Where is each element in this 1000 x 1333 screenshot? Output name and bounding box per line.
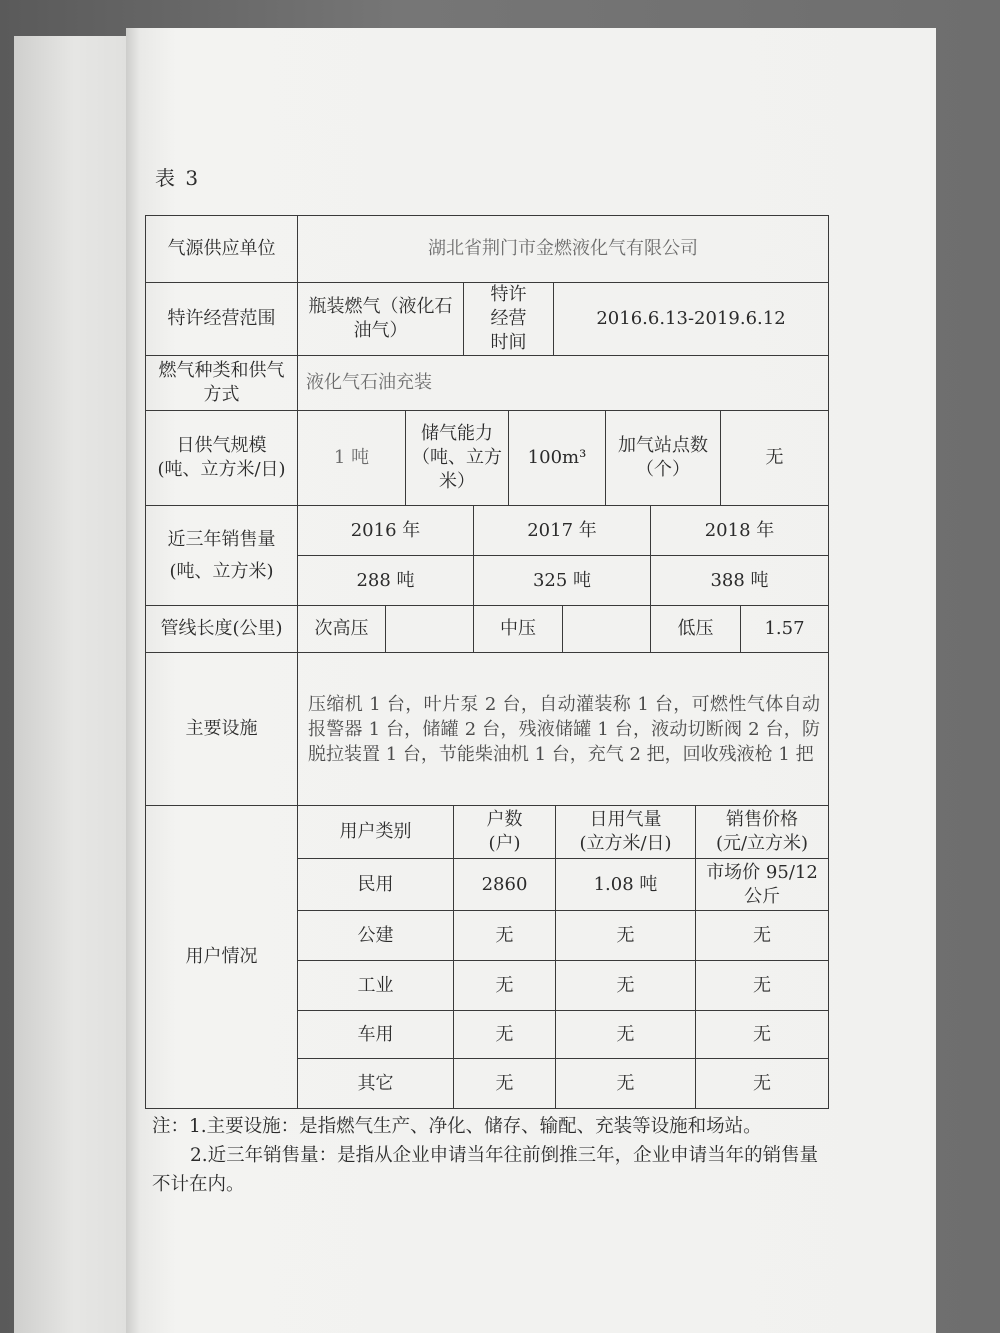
user-daily-gas: 无 xyxy=(556,961,696,1011)
user-households: 无 xyxy=(454,961,556,1011)
users-header-unit: (立方米/日) xyxy=(579,833,672,854)
pipeline-label: 管线长度(公里) xyxy=(146,606,298,653)
row-daily-supply xyxy=(146,411,829,506)
facilities-cell xyxy=(298,653,829,806)
users-header-daily-gas xyxy=(556,806,696,859)
table-row xyxy=(298,911,829,961)
storage-capacity-label-line2: （吨、立方米） xyxy=(412,447,502,492)
user-households: 无 xyxy=(454,1059,556,1109)
users-header-households xyxy=(454,806,556,859)
row-sales xyxy=(146,506,829,606)
refueling-stations-label xyxy=(606,411,721,506)
user-category: 其它 xyxy=(298,1059,454,1109)
users-header-row xyxy=(298,806,829,859)
sales-amount: 325 吨 xyxy=(474,556,651,606)
sales-amount: 388 吨 xyxy=(651,556,829,606)
low-pressure-value: 1.57 xyxy=(741,606,829,653)
sales-amount: 288 吨 xyxy=(298,556,474,606)
user-daily-gas: 无 xyxy=(556,1011,696,1059)
refueling-stations-label-line1: 加气站点数 xyxy=(618,435,708,456)
medium-pressure-value xyxy=(563,606,651,653)
user-households: 无 xyxy=(454,1011,556,1059)
row-franchise xyxy=(146,283,829,356)
gas-type-value: 液化气石油充装 xyxy=(298,356,829,411)
sub-high-pressure-value xyxy=(386,606,474,653)
low-pressure-label: 低压 xyxy=(651,606,741,653)
facilities-label: 主要设施 xyxy=(146,653,298,806)
daily-supply-label-line1: 日供气规模 xyxy=(176,435,267,456)
sales-year: 2018 年 xyxy=(651,506,829,556)
user-households: 无 xyxy=(454,911,556,961)
supplier-value: 湖北省荆门市金燃液化气有限公司 xyxy=(298,216,829,283)
row-pipeline xyxy=(146,606,829,653)
user-daily-gas: 无 xyxy=(556,911,696,961)
refueling-stations-value: 无 xyxy=(721,411,829,506)
table-row xyxy=(298,859,829,911)
row-users xyxy=(146,806,829,1109)
table-row xyxy=(298,1011,829,1059)
user-daily-gas: 1.08 吨 xyxy=(556,859,696,911)
users-header-unit: (元/立方米) xyxy=(715,833,809,854)
table-caption: 表 3 xyxy=(155,166,201,190)
row-gas-type xyxy=(146,356,829,411)
sales-years-row xyxy=(298,506,829,556)
user-price: 无 xyxy=(696,961,829,1011)
sales-year: 2017 年 xyxy=(474,506,651,556)
sales-year: 2016 年 xyxy=(298,506,474,556)
user-price: 无 xyxy=(696,1011,829,1059)
user-category: 公建 xyxy=(298,911,454,961)
users-header-text: 日用气量 xyxy=(589,809,662,830)
sub-high-pressure-label: 次高压 xyxy=(298,606,386,653)
row-supplier xyxy=(146,216,829,283)
gas-supply-table xyxy=(145,215,829,1109)
users-header-text: 户数 xyxy=(486,809,523,830)
franchise-scope: 瓶装燃气（液化石油气） xyxy=(298,283,464,356)
user-category: 民用 xyxy=(298,859,454,911)
user-daily-gas: 无 xyxy=(556,1059,696,1109)
users-header-price xyxy=(696,806,829,859)
users-header-text: 销售价格 xyxy=(726,809,798,830)
refueling-stations-label-line2: （个） xyxy=(636,459,690,480)
users-header-category xyxy=(298,806,454,859)
storage-capacity-label-line1: 储气能力 xyxy=(421,423,493,444)
sales-amounts-row xyxy=(298,556,829,606)
user-price: 无 xyxy=(696,1059,829,1109)
medium-pressure-label: 中压 xyxy=(474,606,563,653)
table-notes xyxy=(152,1112,832,1199)
daily-supply-label-line2: (吨、立方米/日) xyxy=(157,459,286,480)
users-label: 用户情况 xyxy=(146,806,298,1109)
franchise-label: 特许经营范围 xyxy=(146,283,298,356)
daily-supply-label xyxy=(146,411,298,506)
sales-label xyxy=(146,506,298,606)
note-1: 注：1.主要设施：是指燃气生产、净化、储存、输配、充装等设施和场站。 xyxy=(152,1116,762,1137)
daily-supply-value: 1 吨 xyxy=(298,411,406,506)
gas-type-label: 燃气种类和供气方式 xyxy=(146,356,298,411)
table-row xyxy=(298,961,829,1011)
table-row xyxy=(298,1059,829,1109)
user-category: 车用 xyxy=(298,1011,454,1059)
users-block xyxy=(298,806,829,1109)
storage-capacity-value: 100m³ xyxy=(509,411,606,506)
users-header-text: 用户类别 xyxy=(339,821,412,842)
sales-label-line1: 近三年销售量 xyxy=(167,528,276,550)
users-header-unit: (户) xyxy=(488,833,521,854)
note-2: 2.近三年销售量：是指从企业申请当年往前倒推三年，企业申请当年的销售量不计在内。 xyxy=(152,1145,819,1195)
storage-capacity-label xyxy=(406,411,509,506)
franchise-period-label: 特许经营时间 xyxy=(464,283,554,356)
sales-block xyxy=(298,506,829,606)
supplier-label: 气源供应单位 xyxy=(146,216,298,283)
user-price: 市场价 95/12 公斤 xyxy=(696,859,829,911)
user-households: 2860 xyxy=(454,859,556,911)
user-price: 无 xyxy=(696,911,829,961)
user-category: 工业 xyxy=(298,961,454,1011)
facilities-value: 压缩机 1 台，叶片泵 2 台，自动灌装称 1 台，可燃性气体自动报警器 1 台，储罐 2 台，残液储罐 1 台，液动切断阀 2 台，防脱拉装置 1 台，节能柴油机 1 台，充气 2 把，回收残液枪 1 把 xyxy=(308,693,820,765)
sales-label-line2: (吨、立方米) xyxy=(169,560,274,582)
row-facilities xyxy=(146,653,829,806)
franchise-period: 2016.6.13-2019.6.12 xyxy=(554,283,829,356)
